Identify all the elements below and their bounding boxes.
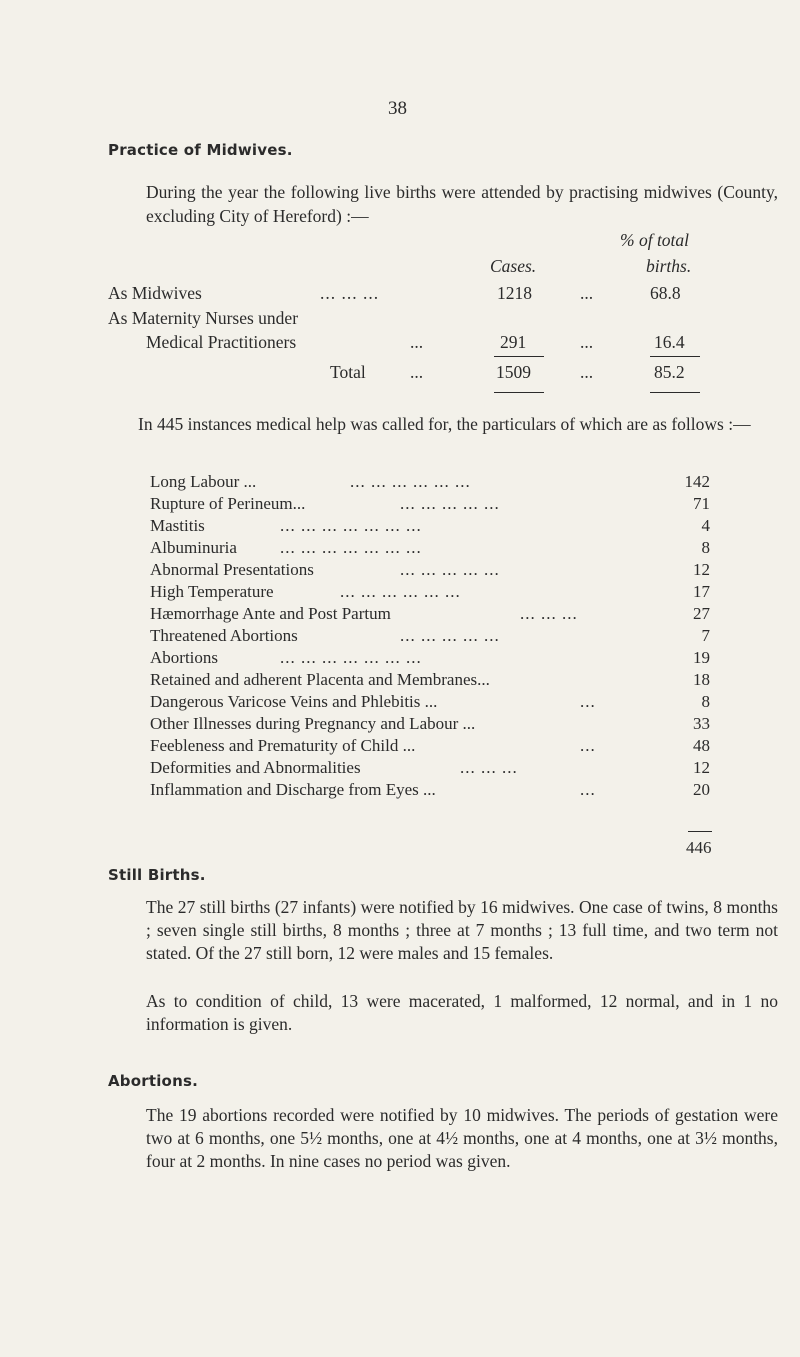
column-header-cases: Cases. (490, 256, 537, 276)
list-item (150, 779, 710, 801)
item-value: 12 (693, 758, 710, 777)
total-sep: ... (580, 362, 594, 382)
table-rule (494, 356, 544, 357)
item-label: Abnormal Presentations (150, 560, 314, 579)
item-label: Other Illnesses during Pregnancy and Labour ... (150, 714, 476, 733)
list-item (150, 669, 710, 691)
item-dots: ... ... ... ... ... (400, 626, 500, 645)
item-value: 33 (693, 714, 710, 733)
item-value: 71 (693, 494, 710, 513)
total-pct: 85.2 (654, 362, 685, 382)
item-label: Feebleness and Prematurity of Child ... (150, 736, 416, 755)
item-value: 27 (693, 604, 710, 623)
item-label: Long Labour ... (150, 472, 257, 491)
abortions-paragraph: The 19 abortions recorded were notified by 10 midwives. The periods of gestation were two at 6 months, one 5½ months, one at 4½ months, one at 4 months, one at 3½ months, four at 2 months. In nine cases no period was given. (146, 1105, 778, 1171)
item-value: 48 (693, 736, 710, 755)
table-rule (650, 392, 700, 393)
item-label: Dangerous Varicose Veins and Phlebitis ... (150, 692, 438, 711)
list-item (150, 691, 710, 713)
row-pct: 16.4 (654, 332, 685, 352)
list-item (150, 493, 710, 515)
list-item (150, 515, 710, 537)
total-dots: ... (410, 362, 424, 382)
section-heading-abortions: Abortions. (108, 1072, 198, 1090)
column-header-pct-total: % of total (620, 230, 690, 250)
total-cases: 1509 (496, 362, 531, 382)
item-value: 12 (693, 560, 710, 579)
item-dots: ... ... ... ... ... ... (350, 472, 471, 491)
item-label: Mastitis (150, 516, 205, 535)
item-label: Rupture of Perineum... (150, 494, 306, 513)
list-item (150, 625, 710, 647)
item-dots: ... ... ... ... ... ... (340, 582, 461, 601)
row-pct: 68.8 (650, 283, 681, 303)
item-value: 7 (701, 626, 710, 645)
item-label: Threatened Abortions (150, 626, 298, 645)
item-dots: ... ... ... ... ... ... ... (280, 516, 422, 535)
item-label: Inflammation and Discharge from Eyes ... (150, 780, 436, 799)
row-label: As Maternity Nurses under (108, 308, 299, 328)
list-item (150, 603, 710, 625)
section-heading-practice-of-midwives: Practice of Midwives. (108, 141, 293, 159)
section-heading-still-births: Still Births. (108, 866, 206, 884)
list-item (150, 735, 710, 757)
item-value: 4 (701, 516, 710, 535)
page-number: 38 (388, 98, 407, 119)
row-sep: ... (580, 332, 594, 352)
list-item (150, 559, 710, 581)
item-dots: ... (580, 736, 596, 755)
row-label: As Midwives (108, 283, 202, 303)
medical-help-intro: In 445 instances medical help was called for, the particulars of which are as follows :— (138, 414, 751, 434)
list-item (150, 537, 710, 559)
item-value: 19 (693, 648, 710, 667)
table-rule (650, 356, 700, 357)
list-item (150, 757, 710, 779)
item-value: 142 (684, 472, 710, 491)
item-label: Deformities and Abnormalities (150, 758, 361, 777)
item-value: 20 (693, 780, 710, 799)
item-value: 8 (701, 538, 710, 557)
item-label: High Temperature (150, 582, 274, 601)
item-dots: ... ... ... ... ... (400, 494, 500, 513)
item-value: 17 (693, 582, 710, 601)
row-dots: ... (410, 332, 424, 352)
item-dots: ... (580, 780, 596, 799)
list-item (150, 647, 710, 669)
item-dots: ... ... ... ... ... ... ... (280, 648, 422, 667)
item-label: Retained and adherent Placenta and Membranes... (150, 670, 490, 689)
item-label: Abortions (150, 648, 218, 667)
item-value: 18 (693, 670, 710, 689)
intro-paragraph: During the year the following live births were attended by practising midwives (County, excluding City of Hereford) :— (146, 182, 778, 226)
row-cases: 1218 (497, 283, 532, 303)
item-dots: ... ... ... (460, 758, 518, 777)
row-dots: ... ... ... (320, 283, 380, 303)
list-total-rule (688, 831, 712, 832)
list-item (150, 581, 710, 603)
list-item (150, 713, 710, 735)
row-cases: 291 (500, 332, 527, 352)
list-item (150, 471, 710, 493)
still-births-paragraph: The 27 still births (27 infants) were notified by 16 midwives. One case of twins, 8 months ; seven single still births, 8 months ; three at 7 months ; 13 full time, and two term not stated. Of the 27 still born, 12 were males and 15 females. (146, 897, 778, 963)
item-dots: ... ... ... ... ... ... ... (280, 538, 422, 557)
item-dots: ... (580, 692, 596, 711)
total-label: Total (330, 362, 366, 382)
item-label: Hæmorrhage Ante and Post Partum (150, 604, 391, 623)
item-value: 8 (701, 692, 710, 711)
still-births-condition-paragraph: As to condition of child, 13 were macerated, 1 malformed, 12 normal, and in 1 no information is given. (146, 991, 778, 1034)
item-label: Albuminuria (150, 538, 237, 557)
medical-help-total: 446 (686, 838, 712, 857)
row-label: Medical Practitioners (146, 332, 297, 352)
column-header-births: births. (646, 256, 692, 276)
item-dots: ... ... ... ... ... (400, 560, 500, 579)
item-dots: ... ... ... (520, 604, 578, 623)
table-rule (494, 392, 544, 393)
row-sep: ... (580, 283, 594, 303)
